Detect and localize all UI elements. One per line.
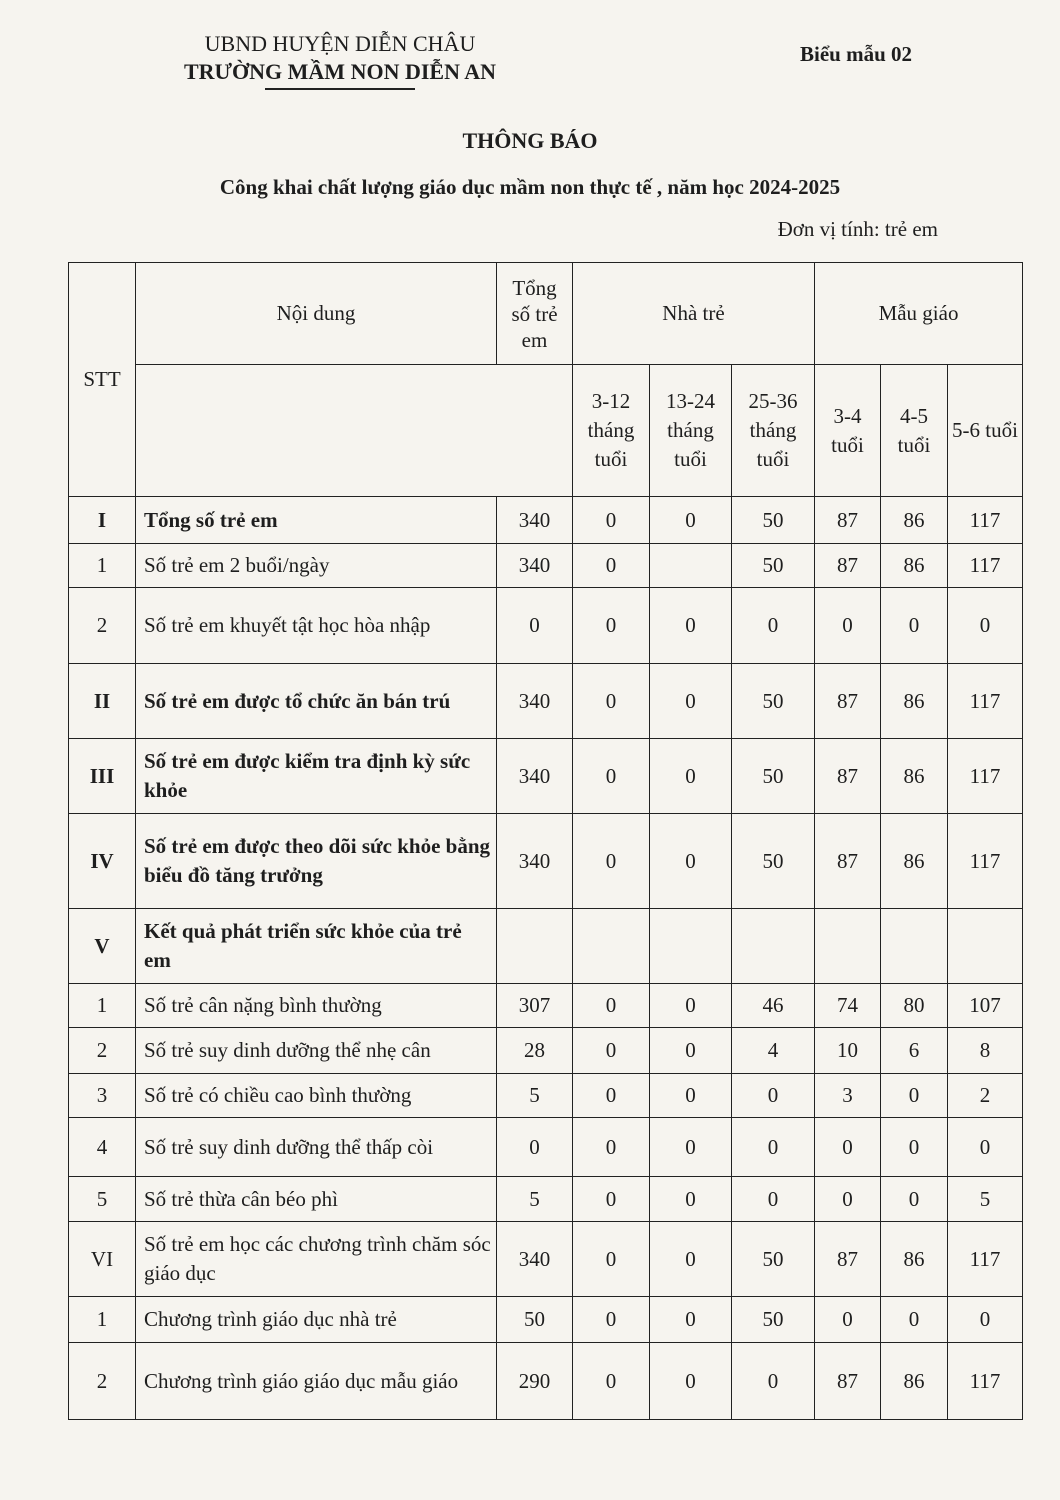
row-value: 0 [732, 1074, 815, 1118]
table-row [69, 814, 1023, 909]
header-stt: STT [69, 263, 136, 497]
row-value [732, 909, 815, 984]
row-value: 0 [815, 588, 881, 664]
row-value: 86 [881, 814, 948, 909]
row-stt: II [69, 664, 136, 739]
row-value: 86 [881, 544, 948, 588]
row-value: 0 [650, 1074, 732, 1118]
row-total: 50 [497, 1297, 573, 1343]
row-content: Số trẻ em được tổ chức ăn bán trú [136, 664, 497, 739]
row-value: 87 [815, 544, 881, 588]
row-value: 0 [881, 1118, 948, 1177]
row-value: 117 [948, 814, 1023, 909]
row-value: 5 [948, 1177, 1023, 1222]
header-row-1 [69, 263, 1023, 365]
header-nursery: Nhà trẻ [573, 263, 815, 365]
row-content: Số trẻ suy dinh dưỡng thể nhẹ cân [136, 1028, 497, 1074]
row-total: 340 [497, 544, 573, 588]
row-total: 28 [497, 1028, 573, 1074]
row-value: 80 [881, 984, 948, 1028]
row-value: 46 [732, 984, 815, 1028]
row-content: Số trẻ có chiều cao bình thường [136, 1074, 497, 1118]
row-total: 290 [497, 1343, 573, 1420]
form-label: Biểu mẫu 02 [800, 42, 913, 66]
header-underline [265, 88, 415, 90]
row-value: 0 [732, 1118, 815, 1177]
row-value: 0 [573, 1222, 650, 1297]
row-value: 0 [573, 1177, 650, 1222]
row-content: Kết quả phát triển sức khỏe của trẻ em [136, 909, 497, 984]
row-content: Số trẻ em học các chương trình chăm sóc giáo dục [136, 1222, 497, 1297]
header-kindergarten: Mẫu giáo [815, 263, 1023, 365]
row-value: 0 [650, 739, 732, 814]
row-value: 50 [732, 1222, 815, 1297]
authority-name: UBND HUYỆN DIỄN CHÂU [204, 31, 476, 56]
table-row [69, 909, 1023, 984]
row-value: 117 [948, 544, 1023, 588]
row-value: 4 [732, 1028, 815, 1074]
row-value: 0 [573, 664, 650, 739]
row-value: 50 [732, 814, 815, 909]
row-value: 117 [948, 739, 1023, 814]
header-blank [136, 365, 573, 497]
row-stt: 3 [69, 1074, 136, 1118]
table-row [69, 664, 1023, 739]
row-content: Số trẻ em được kiểm tra định kỳ sức khỏe [136, 739, 497, 814]
row-value: 86 [881, 664, 948, 739]
row-value: 107 [948, 984, 1023, 1028]
row-stt: 2 [69, 588, 136, 664]
school-name: TRƯỜNG MẦM NON DIỄN AN [183, 59, 497, 84]
row-total: 340 [497, 1222, 573, 1297]
row-stt: 4 [69, 1118, 136, 1177]
row-content: Tổng số trẻ em [136, 497, 497, 544]
table-row [69, 497, 1023, 544]
table-row [69, 739, 1023, 814]
row-total: 340 [497, 664, 573, 739]
document-header [140, 30, 540, 90]
row-value: 87 [815, 814, 881, 909]
table-row [69, 1343, 1023, 1420]
row-value: 0 [948, 1118, 1023, 1177]
row-value: 0 [573, 544, 650, 588]
row-stt: 2 [69, 1343, 136, 1420]
row-total: 340 [497, 814, 573, 909]
header-age-group: 3-4 tuổi [815, 365, 881, 497]
row-value: 87 [815, 664, 881, 739]
row-value: 0 [815, 1177, 881, 1222]
table-row [69, 1028, 1023, 1074]
row-stt: 5 [69, 1177, 136, 1222]
row-total: 340 [497, 739, 573, 814]
row-stt: III [69, 739, 136, 814]
table-row [69, 1177, 1023, 1222]
table-row [69, 984, 1023, 1028]
row-value: 87 [815, 739, 881, 814]
header-age-group: 4-5 tuổi [881, 365, 948, 497]
header-age-group: 3-12 tháng tuổi [573, 365, 650, 497]
row-value: 87 [815, 1343, 881, 1420]
row-value: 6 [881, 1028, 948, 1074]
row-stt: VI [69, 1222, 136, 1297]
row-value [573, 909, 650, 984]
table-row [69, 1118, 1023, 1177]
row-value: 87 [815, 497, 881, 544]
row-value [881, 909, 948, 984]
row-total: 340 [497, 497, 573, 544]
row-content: Chương trình giáo giáo dục mẫu giáo [136, 1343, 497, 1420]
row-value: 50 [732, 739, 815, 814]
row-value [650, 544, 732, 588]
row-value: 0 [881, 588, 948, 664]
row-value: 2 [948, 1074, 1023, 1118]
row-value: 0 [881, 1177, 948, 1222]
row-content: Số trẻ thừa cân béo phì [136, 1177, 497, 1222]
row-value: 0 [573, 984, 650, 1028]
row-value: 117 [948, 497, 1023, 544]
row-value: 50 [732, 497, 815, 544]
row-value: 50 [732, 1297, 815, 1343]
row-value: 0 [573, 1028, 650, 1074]
row-stt: I [69, 497, 136, 544]
row-total: 307 [497, 984, 573, 1028]
row-total [497, 909, 573, 984]
row-value: 0 [573, 1074, 650, 1118]
row-total: 0 [497, 588, 573, 664]
table-row [69, 1222, 1023, 1297]
row-value: 0 [573, 1297, 650, 1343]
header-age-group: 5-6 tuổi [948, 365, 1023, 497]
row-value: 117 [948, 1343, 1023, 1420]
row-value: 0 [650, 1177, 732, 1222]
row-value: 0 [881, 1074, 948, 1118]
row-value: 0 [650, 984, 732, 1028]
row-stt: V [69, 909, 136, 984]
row-value: 50 [732, 664, 815, 739]
row-value: 0 [948, 1297, 1023, 1343]
row-value: 87 [815, 1222, 881, 1297]
row-value: 0 [732, 1343, 815, 1420]
row-value: 0 [650, 1297, 732, 1343]
row-total: 5 [497, 1177, 573, 1222]
row-content: Số trẻ em 2 buổi/ngày [136, 544, 497, 588]
row-value: 0 [573, 588, 650, 664]
row-stt: 2 [69, 1028, 136, 1074]
row-value: 0 [881, 1297, 948, 1343]
row-content: Số trẻ em khuyết tật học hòa nhập [136, 588, 497, 664]
row-value [948, 909, 1023, 984]
row-value: 0 [650, 1118, 732, 1177]
row-stt: IV [69, 814, 136, 909]
row-value: 86 [881, 1343, 948, 1420]
row-content: Chương trình giáo dục nhà trẻ [136, 1297, 497, 1343]
row-content: Số trẻ suy dinh dưỡng thể thấp còi [136, 1118, 497, 1177]
row-value: 3 [815, 1074, 881, 1118]
row-value: 10 [815, 1028, 881, 1074]
table-row [69, 588, 1023, 664]
header-total: Tổng số trẻ em [497, 263, 573, 365]
row-value: 0 [732, 1177, 815, 1222]
row-stt: 1 [69, 1297, 136, 1343]
row-content: Số trẻ em được theo dõi sức khỏe bằng biểu đồ tăng trưởng [136, 814, 497, 909]
row-value: 0 [815, 1118, 881, 1177]
header-age-group: 13-24 tháng tuổi [650, 365, 732, 497]
header-row-2 [69, 365, 1023, 497]
row-content: Số trẻ cân nặng bình thường [136, 984, 497, 1028]
row-value: 0 [650, 588, 732, 664]
row-value: 8 [948, 1028, 1023, 1074]
row-value: 0 [650, 1343, 732, 1420]
row-value: 74 [815, 984, 881, 1028]
row-total: 0 [497, 1118, 573, 1177]
header-content: Nội dung [136, 263, 497, 365]
row-value: 86 [881, 497, 948, 544]
row-value [815, 909, 881, 984]
row-value: 117 [948, 1222, 1023, 1297]
row-value: 0 [650, 497, 732, 544]
row-value: 0 [650, 1222, 732, 1297]
row-total: 5 [497, 1074, 573, 1118]
row-value: 0 [650, 1028, 732, 1074]
row-value: 0 [815, 1297, 881, 1343]
row-value: 0 [573, 814, 650, 909]
row-value: 0 [650, 814, 732, 909]
row-value: 0 [732, 588, 815, 664]
document-title: THÔNG BÁO [462, 128, 598, 153]
row-stt: 1 [69, 984, 136, 1028]
row-value: 86 [881, 739, 948, 814]
row-value [650, 909, 732, 984]
row-value: 0 [573, 739, 650, 814]
unit-label: Đơn vị tính: trẻ em [777, 217, 938, 241]
row-value: 86 [881, 1222, 948, 1297]
statistics-table [68, 262, 1023, 1420]
row-value: 50 [732, 544, 815, 588]
row-value: 0 [650, 664, 732, 739]
table-row [69, 544, 1023, 588]
document-subtitle: Công khai chất lượng giáo dục mầm non thực tế , năm học 2024-2025 [219, 175, 841, 199]
row-value: 117 [948, 664, 1023, 739]
row-value: 0 [573, 497, 650, 544]
row-value: 0 [573, 1118, 650, 1177]
row-value: 0 [573, 1343, 650, 1420]
table-row [69, 1297, 1023, 1343]
row-stt: 1 [69, 544, 136, 588]
header-age-group: 25-36 tháng tuổi [732, 365, 815, 497]
row-value: 0 [948, 588, 1023, 664]
table-row [69, 1074, 1023, 1118]
